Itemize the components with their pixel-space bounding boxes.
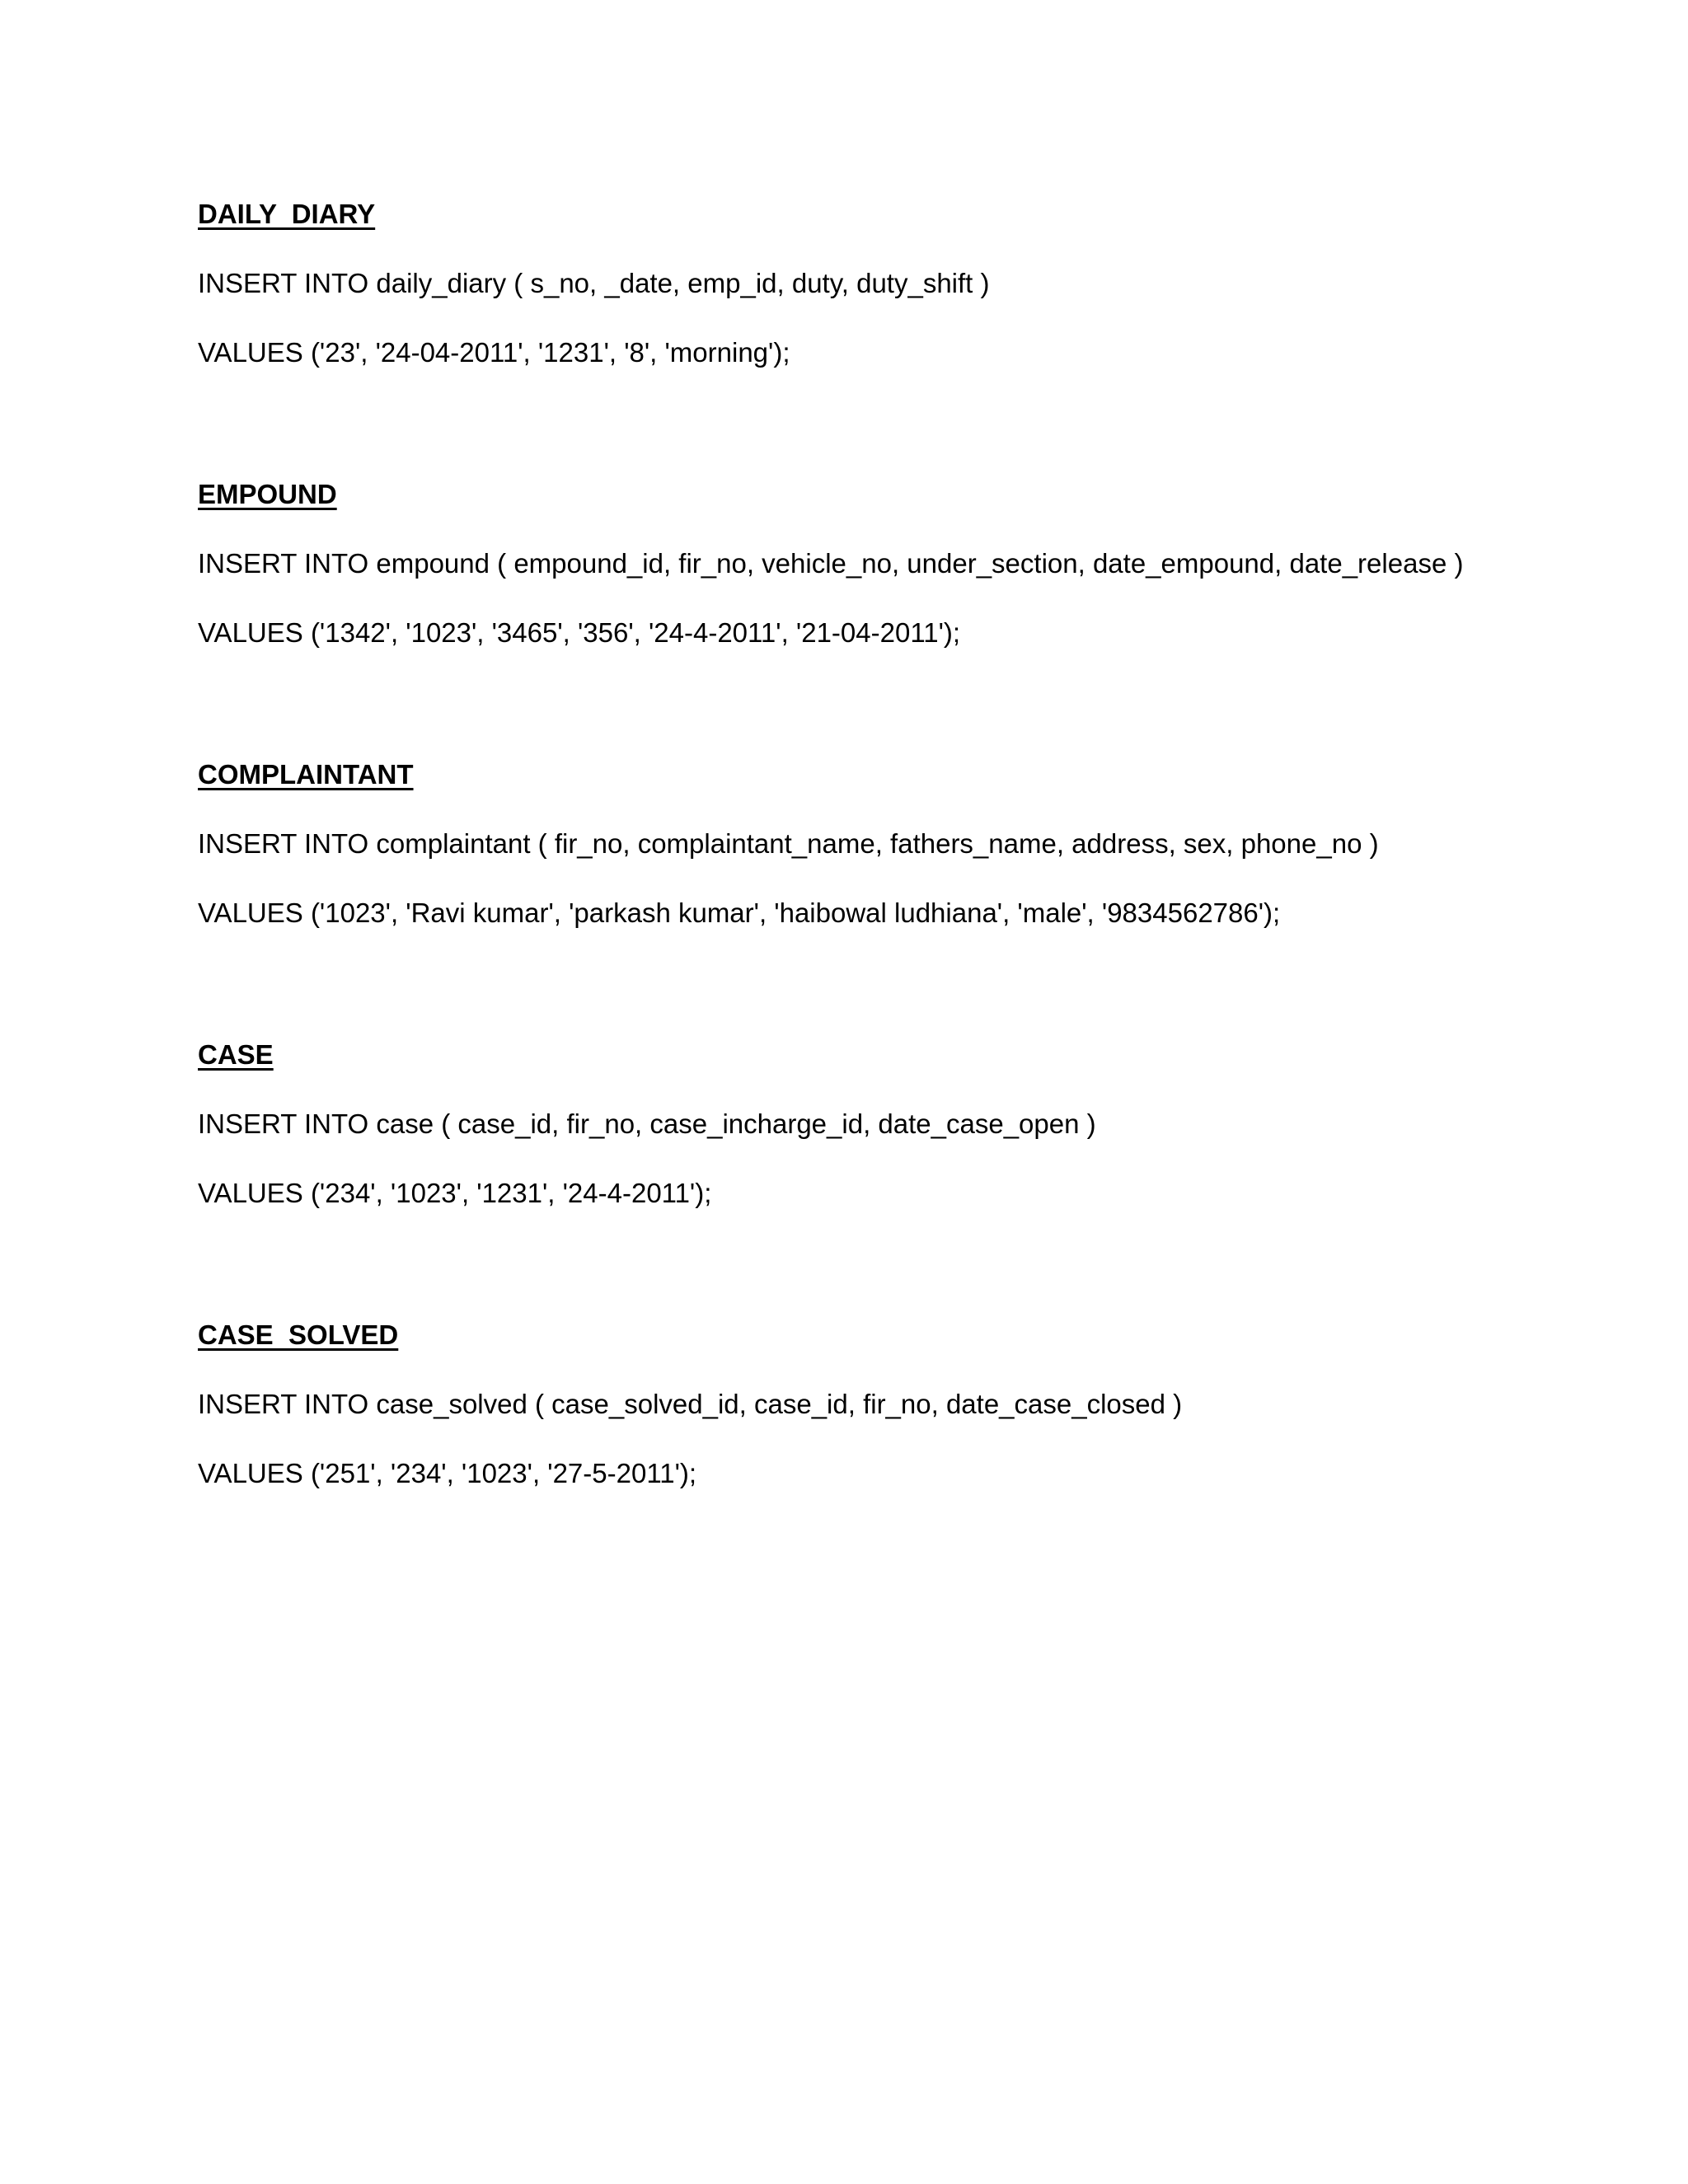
values-statement: VALUES ('1342', '1023', '3465', '356', '24-4-2011', '21-04-2011');: [198, 617, 961, 648]
insert-statement: INSERT INTO case_solved ( case_solved_id, case_id, fir_no, date_case_closed ): [198, 1389, 1183, 1419]
section-heading: EMPOUND: [198, 479, 337, 509]
values-statement: VALUES ('1023', 'Ravi kumar', 'parkash kumar', 'haibowal ludhiana', 'male', '9834562786');: [198, 898, 1281, 928]
document-content: [198, 198, 1550, 1599]
section-daily-diary: [198, 198, 1550, 478]
insert-statement: INSERT INTO daily_diary ( s_no, _date, emp_id, duty, duty_shift ): [198, 268, 990, 298]
values-statement: VALUES ('234', '1023', '1231', '24-4-2011');: [198, 1178, 712, 1208]
values-statement: VALUES ('251', '234', '1023', '27-5-2011');: [198, 1458, 697, 1488]
section-heading: CASE: [198, 1039, 274, 1070]
section-empound: [198, 478, 1550, 758]
insert-statement: INSERT INTO complaintant ( fir_no, complaintant_name, fathers_name, address, sex, phone_no ): [198, 828, 1379, 859]
insert-statement: INSERT INTO case ( case_id, fir_no, case_incharge_id, date_case_open ): [198, 1108, 1096, 1139]
section-heading: DAILY DIARY: [198, 199, 376, 229]
insert-statement: INSERT INTO empound ( empound_id, fir_no, vehicle_no, under_section, date_empound, date_release ): [198, 548, 1464, 579]
section-case-solved: [198, 1319, 1550, 1599]
section-case: [198, 1038, 1550, 1319]
section-heading: CASE SOLVED: [198, 1319, 399, 1350]
section-complaintant: [198, 758, 1550, 1038]
section-heading: COMPLAINTANT: [198, 759, 414, 790]
values-statement: VALUES ('23', '24-04-2011', '1231', '8', 'morning');: [198, 337, 790, 368]
